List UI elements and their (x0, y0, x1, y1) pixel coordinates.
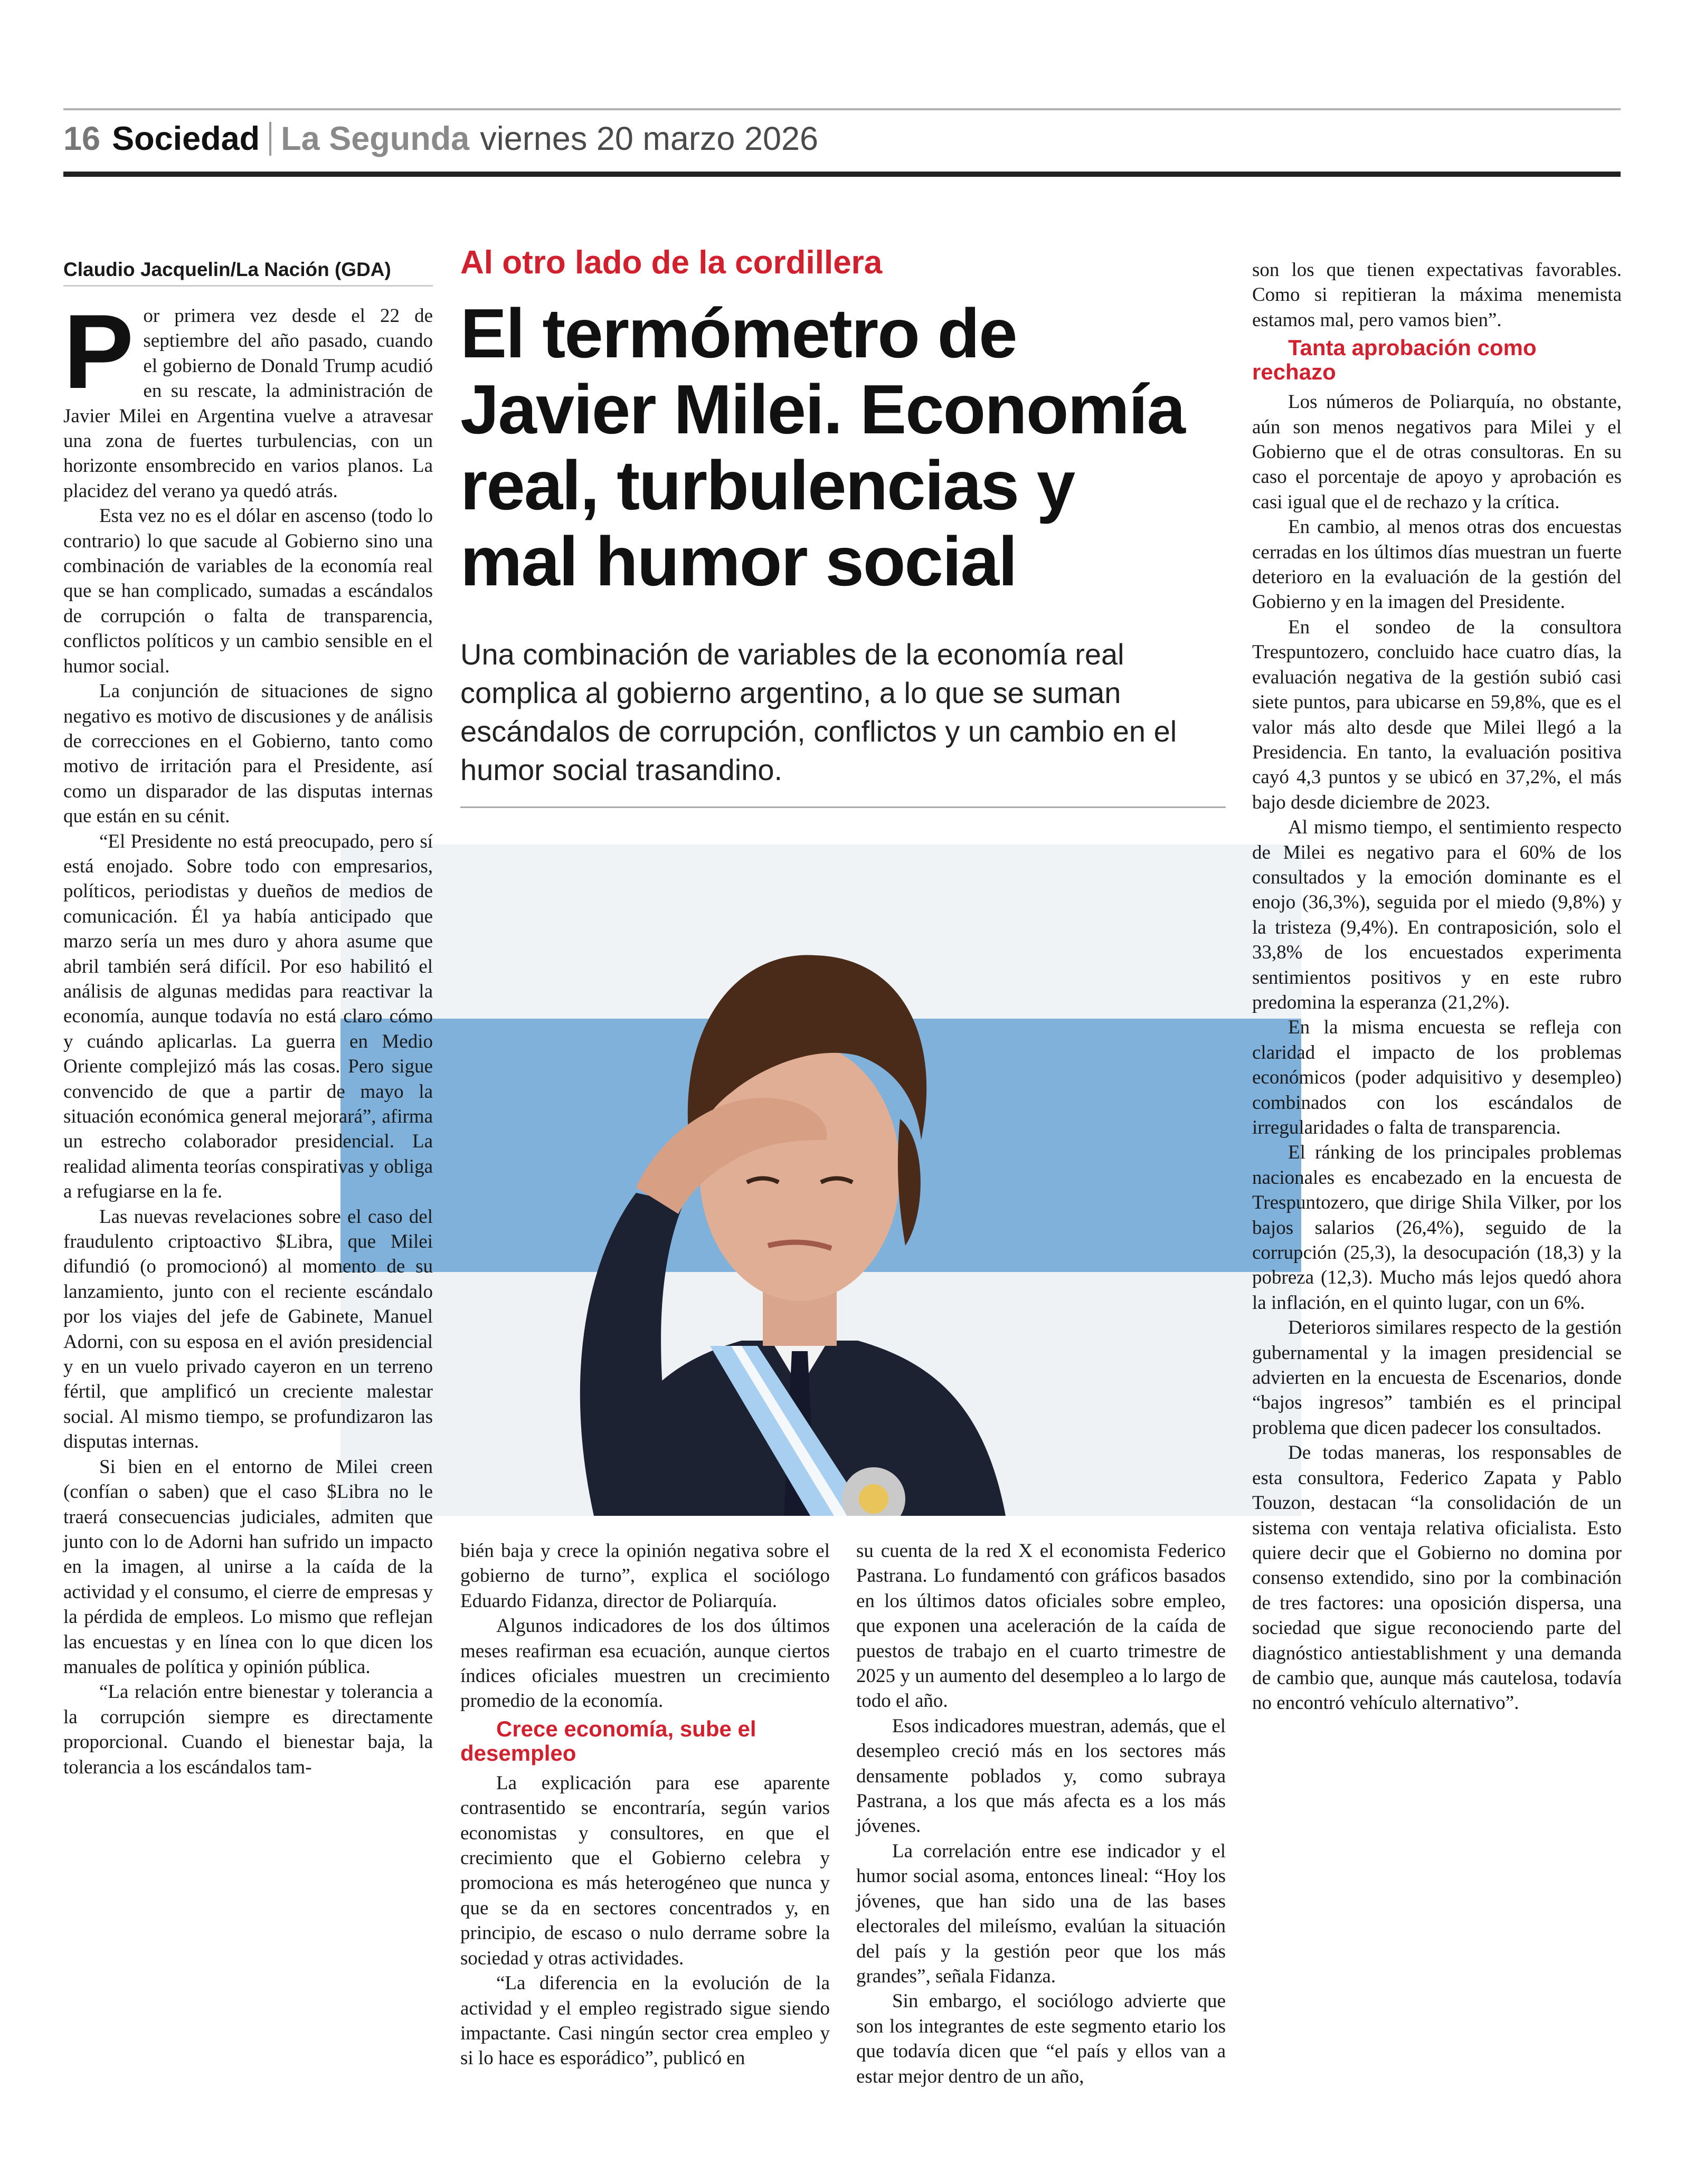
publication-name: La Segunda (281, 120, 470, 157)
paragraph: La correlación entre ese indicador y el humor social asoma, entonces lineal: “Hoy los jóvenes, que han sido una de las bases electorales del mileísmo, evalúan la situación del país y la gestión peor que los más grandes”, señala Fidanza. (856, 1840, 1226, 1987)
paragraph: Sin embargo, el sociólogo advierte que son los integrantes de este segmento etario los que todavía dicen que “el país y ellos van a estar mejor dentro de un año, (856, 1990, 1226, 2087)
paragraph: bién baja y crece la opinión negativa sobre el gobierno de turno”, explica el sociólogo Eduardo Fidanza, director de Poliarquía. (460, 1540, 830, 1612)
paragraph: Esos indicadores muestran, además, que el desempleo creció más en los sectores más densamente poblados y, como subraya Pastrana, a los que más afecta es a los más jóvenes. (856, 1715, 1226, 1837)
article-photo (340, 844, 1301, 1516)
paragraph: Los números de Poliarquía, no obstante, aún son menos negativos para Milei y el Gobierno que el de otras consultoras. En su caso el porcentaje de apoyo y aprobación es casi igual que el de rechazo y la crítica. (1252, 391, 1622, 513)
header-top-rule (63, 108, 1621, 110)
paragraph: En el sondeo de la consultora Trespuntozero, concluido hace cuatro días, la evaluación negativa de la gestión subió casi siete puntos, para ubicarse en 59,8%, que es el valor más alto desde que Milei llegó a la Presidencia. En tanto, la evaluación positiva cayó 4,3 puntos y se ubicó en 37,2%, el más bajo desde diciembre de 2023. (1252, 616, 1622, 813)
headline-line: real, turbulencias y (460, 447, 1075, 524)
paragraph: En la misma encuesta se refleja con claridad el impacto de los problemas económicos (poder adquisitivo y desempleo) combinados con los escándalos de irregularidades o falta de transparencia. (1252, 1017, 1622, 1138)
issue-date: viernes 20 marzo 2026 (480, 120, 819, 157)
column-2 (460, 1539, 830, 2071)
headline (460, 296, 1231, 600)
subhead-crece-economia: Crece economía, sube el desempleo (460, 1716, 756, 1765)
byline-rule (63, 285, 433, 287)
paragraph: or primera vez desde el 22 de septiembre del año pasado, cuando el gobierno de Donald Trump acudió en su rescate, la administración de Javier Milei en Argentina vuelve a atravesar una zona de fuertes turbulencias, con un horizonte ensombrecido en varios planos. La placidez del verano ya quedó atrás. (63, 305, 433, 502)
byline: Claudio Jacquelin/La Nación (GDA) (63, 259, 391, 280)
paragraph: “La diferencia en la evolución de la actividad y el empleo registrado sigue siendo impactante. Casi ningún sector crea empleo y si lo hace es esporádico”, publicó en (460, 1972, 830, 2069)
paragraph: Algunos indicadores de los dos últimos meses reafirman esa ecuación, aunque ciertos índices oficiales muestren un crecimiento promedio de la economía. (460, 1615, 830, 1712)
paragraph: Las nuevas revelaciones sobre el caso del fraudulento criptoactivo $Libra, que Milei difundió (o promocionó) al momento de su lanzamiento, junto con el reciente escándalo por los viajes del jefe de Gabinete, Manuel Adorni, con su esposa en el avión presidencial y en un vuelo privado cayeron en un terreno fértil, que amplificó un creciente malestar social. Al mismo tiempo, se profundizaron las disputas internas. (63, 1205, 433, 1453)
masthead-divider (269, 122, 271, 156)
headline-line: mal humor social (460, 523, 1017, 600)
subhead-tanta-aprobacion: Tanta aprobación como rechazo (1252, 335, 1537, 385)
paragraph: De todas maneras, los responsables de esta consultora, Federico Zapata y Pablo Touzon, destacan “la consolidación de un sistema con ventaja relativa oficialista. Esto quiere decir que el Gobierno no domina por consenso extendido, sino por la combinación de tres factores: una oposición dispersa, una sociedad que sigue reconociendo parte del diagnóstico antiestablishment y una demanda de cambio que, aunque más cautelosa, todavía no encontró vehículo alternativo”. (1252, 1442, 1622, 1714)
page-number: 16 (63, 120, 101, 157)
paragraph: Esta vez no es el dólar en ascenso (todo lo contrario) lo que sacude al Gobierno sino una combinación de variables de la economía real que se han complicado, sumadas a escándalos de corrupción o falta de transparencia, conflictos políticos y un cambio sensible en el humor social. (63, 505, 433, 677)
column-1 (63, 293, 433, 1780)
headline-line: Javier Milei. Economía (460, 371, 1185, 448)
paragraph: En cambio, al menos otras dos encuestas cerradas en los últimos días muestran un fuerte deterioro en la evaluación de la gestión del Gobierno y en la imagen del Presidente. (1252, 516, 1622, 613)
photo-illustration (340, 844, 1301, 1516)
deck-rule (460, 806, 1226, 808)
paragraph: La explicación para ese aparente contrasentido se encontraría, según varios economistas y consultores, en que el crecimiento que el Gobierno celebra y promociona es más heterogéneo que nunca y que se da en sectores concentrados y, en principio, de escaso o nulo derrame sobre la sociedad y otras actividades. (460, 1772, 830, 1969)
paragraph: El ránking de los principales problemas nacionales es encabezado en la encuesta de Trespuntozero, que dirige Shila Vilker, por los bajos salarios (26,4%), seguido de la corrupción (25,3), la desocupación (18,3) y la pobreza (12,3). Mucho más lejos quedó ahora la inflación, en el quinto lugar, con un 6%. (1252, 1142, 1622, 1314)
column-3 (856, 1539, 1226, 2089)
paragraph: “La relación entre bienestar y tolerancia a la corrupción siempre es directamente proporcional. Cuando el bienestar baja, la tolerancia a los escándalos tam- (63, 1681, 433, 1778)
paragraph: Si bien en el entorno de Milei creen (confían o saben) que el caso $Libra no le traerá consecuencias judiciales, admiten que junto con lo de Adorni han sufrido un impacto en la imagen, al unirse a la caída de la actividad y el consumo, el cierre de empresas y la pérdida de empleos. Lo mismo que reflejan las encuestas y en línea con lo que dicen los manuales de política y opinión pública. (63, 1456, 433, 1678)
paragraph: Deterioros similares respecto de la gestión gubernamental y la imagen presidencial se advierten en la encuesta de Escenarios, donde “bajos ingresos” también es el principal problema que dicen padecer los consultados. (1252, 1317, 1622, 1439)
paragraph: Al mismo tiempo, el sentimiento respecto de Milei es negativo para el 60% de los consultados y la emoción dominante es el enojo (36,3%), seguida por el miedo (9,8%) y la tristeza (9,4%). En contraposición, solo el 33,8% de los encuestados experimenta sentimientos positivos y en este rubro predomina la esperanza (21,2%). (1252, 816, 1622, 1013)
masthead (63, 115, 818, 163)
deck: Una combinación de variables de la economía real complica al gobierno argentino, a lo que se suman escándalos de corrupción, conflictos y un cambio en el humor social trasandino. (460, 638, 1177, 786)
column-4 (1252, 258, 1622, 1716)
kicker: Al otro lado de la cordillera (460, 244, 883, 281)
paragraph: La conjunción de situaciones de signo negativo es motivo de discusiones y de análisis de correcciones en el Gobierno, tanto como motivo de irritación para el Presidente, así como un disparador de las disputas internas que están en su cénit. (63, 680, 433, 828)
paragraph: “El Presidente no está preocupado, pero sí está enojado. Sobre todo con empresarios, políticos, periodistas y dueños de medios de comunicación. Él ya había anticipado que marzo sería un mes duro y ahora asume que abril también será difícil. Por eso habilitó el análisis de algunas medidas para reactivar la economía, aunque todavía no está claro cómo y cuándo aplicarlas. La guerra en Medio Oriente complejizó más las cosas. Pero sigue convencido de que a partir de mayo la situación económica general mejorará”, afirma un estrecho colaborador presidencial. La realidad alimenta teorías conspirativas y obliga a refugiarse en la fe. (63, 830, 433, 1203)
paragraph: su cuenta de la red X el economista Federico Pastrana. Lo fundamentó con gráficos basados en los últimos datos oficiales sobre empleo, que exponen una aceleración de la caída de puestos de trabajo en el cuarto trimestre de 2025 y un aumento del desempleo a lo largo de todo el año. (856, 1540, 1226, 1712)
headline-line: El termómetro de (460, 295, 1017, 372)
header-bottom-rule (63, 172, 1621, 177)
section-name: Sociedad (112, 120, 260, 157)
paragraph: son los que tienen expectativas favorables. Como si repitieran la máxima menemista estamos mal, pero vamos bien”. (1252, 259, 1622, 331)
drop-cap: P (63, 293, 134, 411)
